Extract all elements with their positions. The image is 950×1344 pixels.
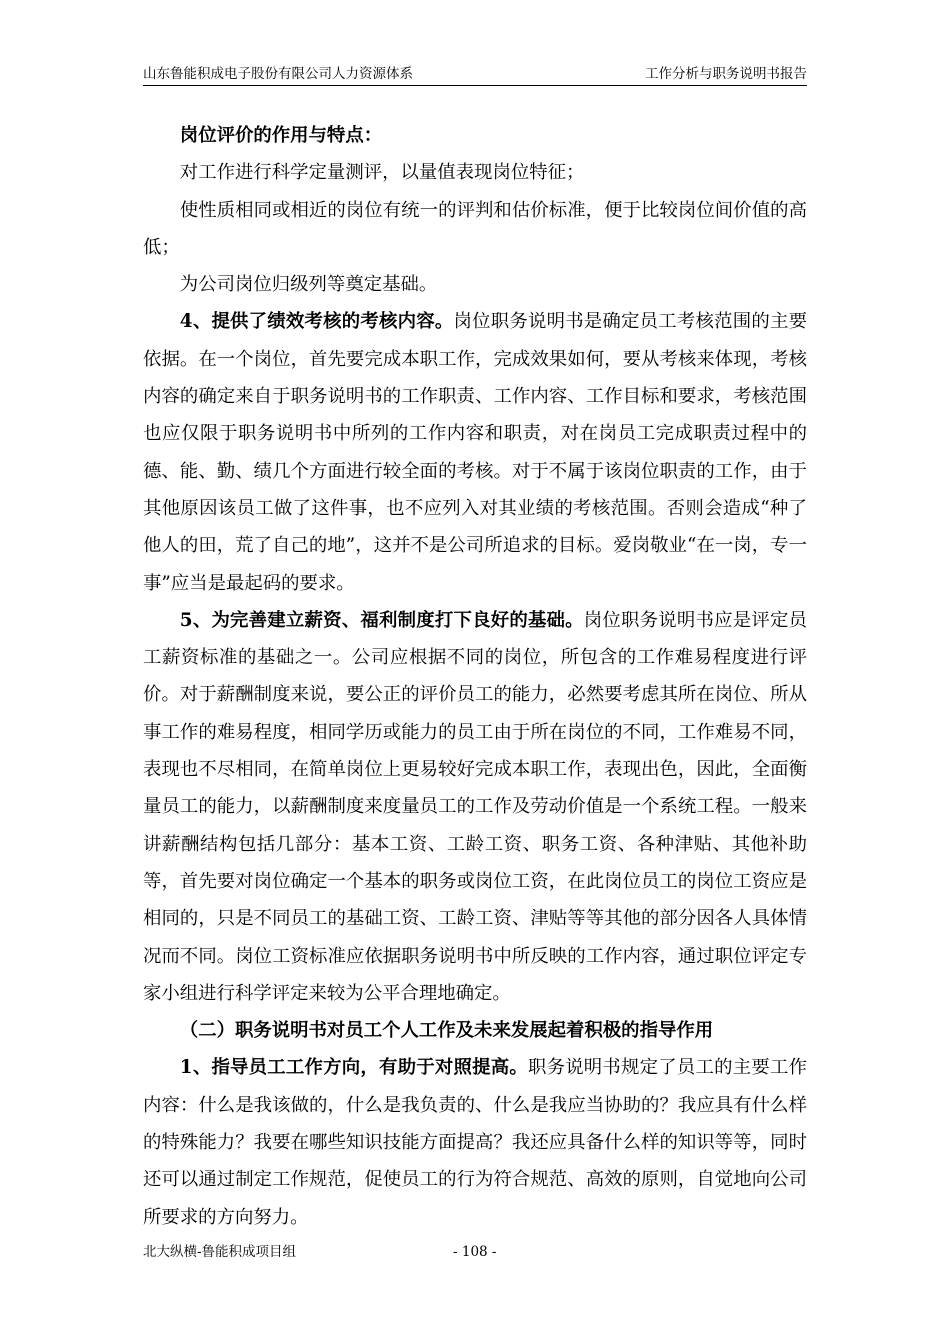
- page-number: - 108 -: [453, 1244, 497, 1260]
- footer-project: 北大纵横-鲁能积成项目组: [143, 1244, 297, 1260]
- paragraph-guidance: [143, 1049, 807, 1235]
- section-heading: （二）职务说明书对员工个人工作及未来发展起着积极的指导作用: [179, 1020, 714, 1042]
- bold-lead: 4、提供了绩效考核的考核内容。: [179, 311, 454, 333]
- paragraph-text: 岗位职务说明书应是评定员工薪资标准的基础之一。公司应根据不同的岗位，所包含的工作难易程度进行评价。对于薪酬制度来说，要公正的评价员工的能力，必然要考虑其所在岗位、所从事工作的难易程度，相同学历或能力的员工由于所在岗位的不同，工作难易不同，表现也不尽相同，在简单岗位上更易较好完成本职工作，表现出色，因此，全面衡量员工的能力，以薪酬制度来度量员工的工作及劳动价值是一个系统工程。一般来讲薪酬结构包括几部分：基本工资、工龄工资、职务工资、各种津贴、其他补助等，首先要对岗位确定一个基本的职务或岗位工资，在此岗位员工的岗位工资应是相同的，只是不同员工的基础工资、工龄工资、津贴等等其他的部分因各人具体情况而不同。岗位工资标准应依据职务说明书中所反映的工作内容，通过职位评定专家小组进行科学评定来较为公平合理地确定。: [143, 609, 807, 1004]
- paragraph-evaluation-heading: [143, 117, 807, 154]
- header-report-title: 工作分析与职务说明书报告: [645, 66, 807, 82]
- paragraph-text: 岗位职务说明书是确定员工考核范围的主要依据。在一个岗位，首先要完成本职工作，完成效果如何，要从考核来体现，考核内容的确定来自于职务说明书的工作职责、工作内容、工作目标和要求，考核范围也应仅限于职务说明书中所列的工作内容和职责，对在岗员工完成职责过程中的德、能、勤、绩几个方面进行较全面的考核。对于不属于该岗位职责的工作，由于其他原因该员工做了这件事，也不应列入对其业绩的考核范围。否则会造成“种了他人的田，荒了自己的地”，这并不是公司所追求的目标。爱岗敬业“在一岗，专一事”应当是最起码的要求。: [143, 311, 807, 594]
- bold-lead: 5、为完善建立薪资、福利制度打下良好的基础。: [179, 609, 584, 631]
- paragraph-evaluation-3: 为公司岗位归级列等奠定基础。: [179, 274, 438, 296]
- paragraph-performance: [143, 303, 807, 601]
- paragraph-text: 职务说明书规定了员工的主要工作内容：什么是我该做的，什么是我负责的、什么是我应当协助的？我应具有什么样的特殊能力？我要在哪些知识技能方面提高？我还应具备什么样的知识等等，同时还可以通过制定工作规范，促使员工的行为符合规范、高效的原则，自觉地向公司所要求的方向努力。: [143, 1057, 807, 1228]
- paragraph-evaluation-2: 使性质相同或相近的岗位有统一的评判和估价标准，便于比较岗位间价值的高低；: [143, 199, 807, 258]
- document-body: [143, 117, 807, 1236]
- header-company: 山东鲁能积成电子股份有限公司人力资源体系: [143, 66, 413, 82]
- bold-lead: 岗位评价的作用与特点：: [179, 125, 383, 146]
- bold-lead: 1、指导员工工作方向，有助于对照提高。: [179, 1057, 528, 1079]
- paragraph-salary: [143, 602, 807, 1012]
- header-divider: [143, 85, 807, 86]
- paragraph-evaluation-1: 对工作进行科学定量测评，以量值表现岗位特征；: [179, 162, 585, 184]
